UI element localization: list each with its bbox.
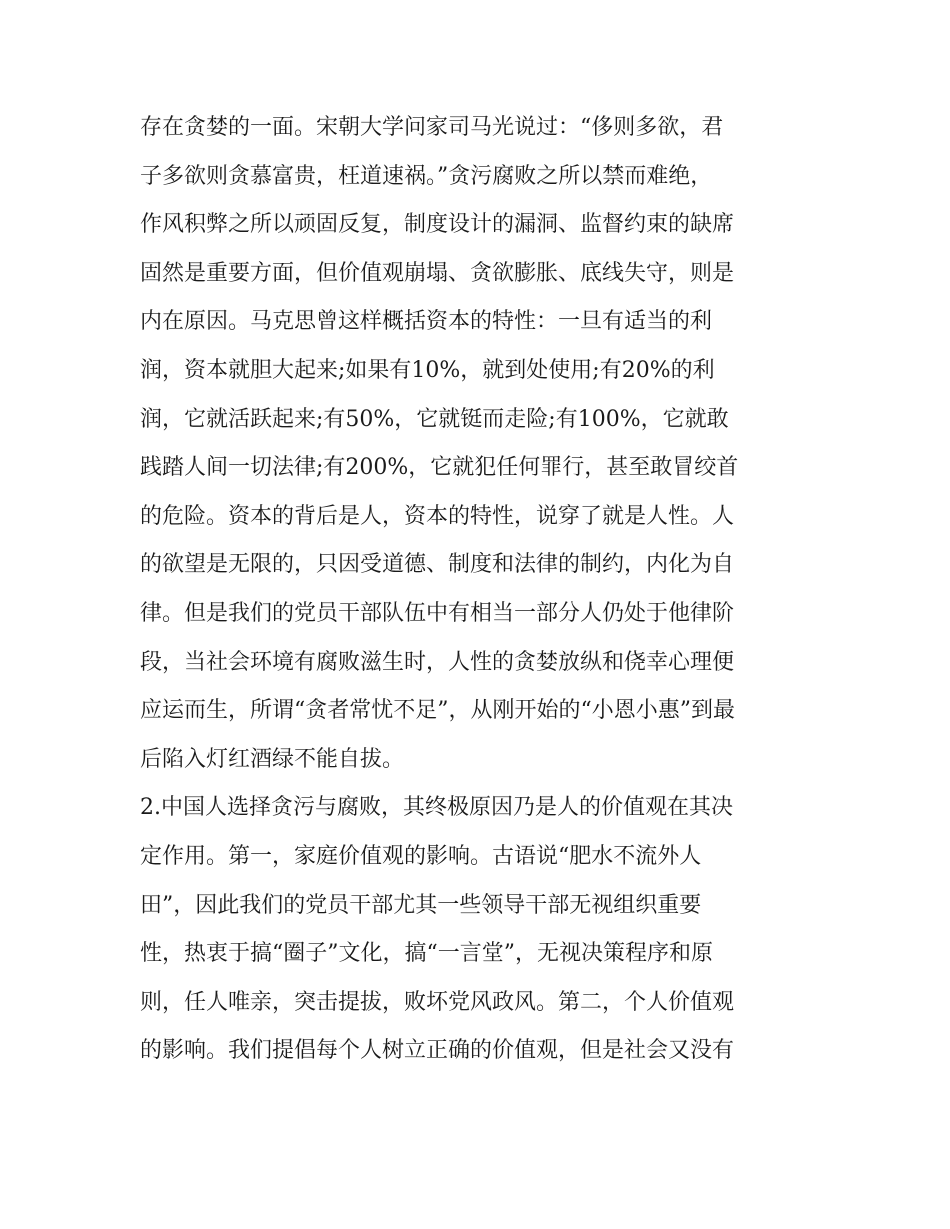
text-line: 段，当社会环境有腐败滋生时，人性的贪婪放纵和侥幸心理便 [140, 649, 735, 675]
text-line: 定作用。第一，家庭价值观的影响。古语说“肥水不流外人 [140, 843, 702, 869]
text-line: 后陷入灯红酒绿不能自拔。 [140, 746, 405, 772]
text-line: 子多欲则贪慕富贵，枉道速祸。”贪污腐败之所以禁而难绝， [140, 163, 713, 189]
text-line: 则，任人唯亲，突击提拔，败坏党风政风。第二，个人价值观 [140, 989, 735, 1015]
text-line: 性，热衷于搞“圈子”文化，搞“一言堂”，无视决策程序和原 [140, 941, 713, 967]
text-line: 固然是重要方面，但价值观崩塌、贪欲膨胀、底线失守，则是 [140, 260, 735, 286]
text-line: 践踏人间一切法律;有200%，它就犯任何罪行，甚至敢冒绞首 [140, 455, 739, 481]
text-line: 的欲望是无限的，只因受道德、制度和法律的制约，内化为自 [140, 552, 735, 578]
text-line: 润，它就活跃起来;有50%，它就铤而走险;有100%，它就敢 [140, 406, 729, 432]
text-line: 的危险。资本的背后是人，资本的特性，说穿了就是人性。人 [140, 503, 735, 529]
text-line: 内在原因。马克思曾这样概括资本的特性：一旦有适当的利 [140, 309, 713, 335]
body-text [140, 104, 820, 1076]
text-line: 律。但是我们的党员干部队伍中有相当一部分人仍处于他律阶 [140, 600, 735, 626]
text-line: 应运而生，所谓“贪者常忧不足”，从刚开始的“小恩小惠”到最 [140, 698, 735, 724]
text-line: 田”，因此我们的党员干部尤其一些领导干部无视组织重要 [140, 892, 702, 918]
text-line: 的影响。我们提倡每个人树立正确的价值观，但是社会又没有 [140, 1038, 735, 1064]
text-line: 2.中国人选择贪污与腐败，其终极原因乃是人的价值观在其决 [140, 795, 733, 821]
text-line: 存在贪婪的一面。宋朝大学问家司马光说过：“侈则多欲，君 [140, 115, 724, 140]
text-line: 润，资本就胆大起来;如果有10%，就到处使用;有20%的利 [140, 357, 715, 383]
text-line: 作风积弊之所以顽固反复，制度设计的漏洞、监督约束的缺席 [140, 212, 735, 238]
